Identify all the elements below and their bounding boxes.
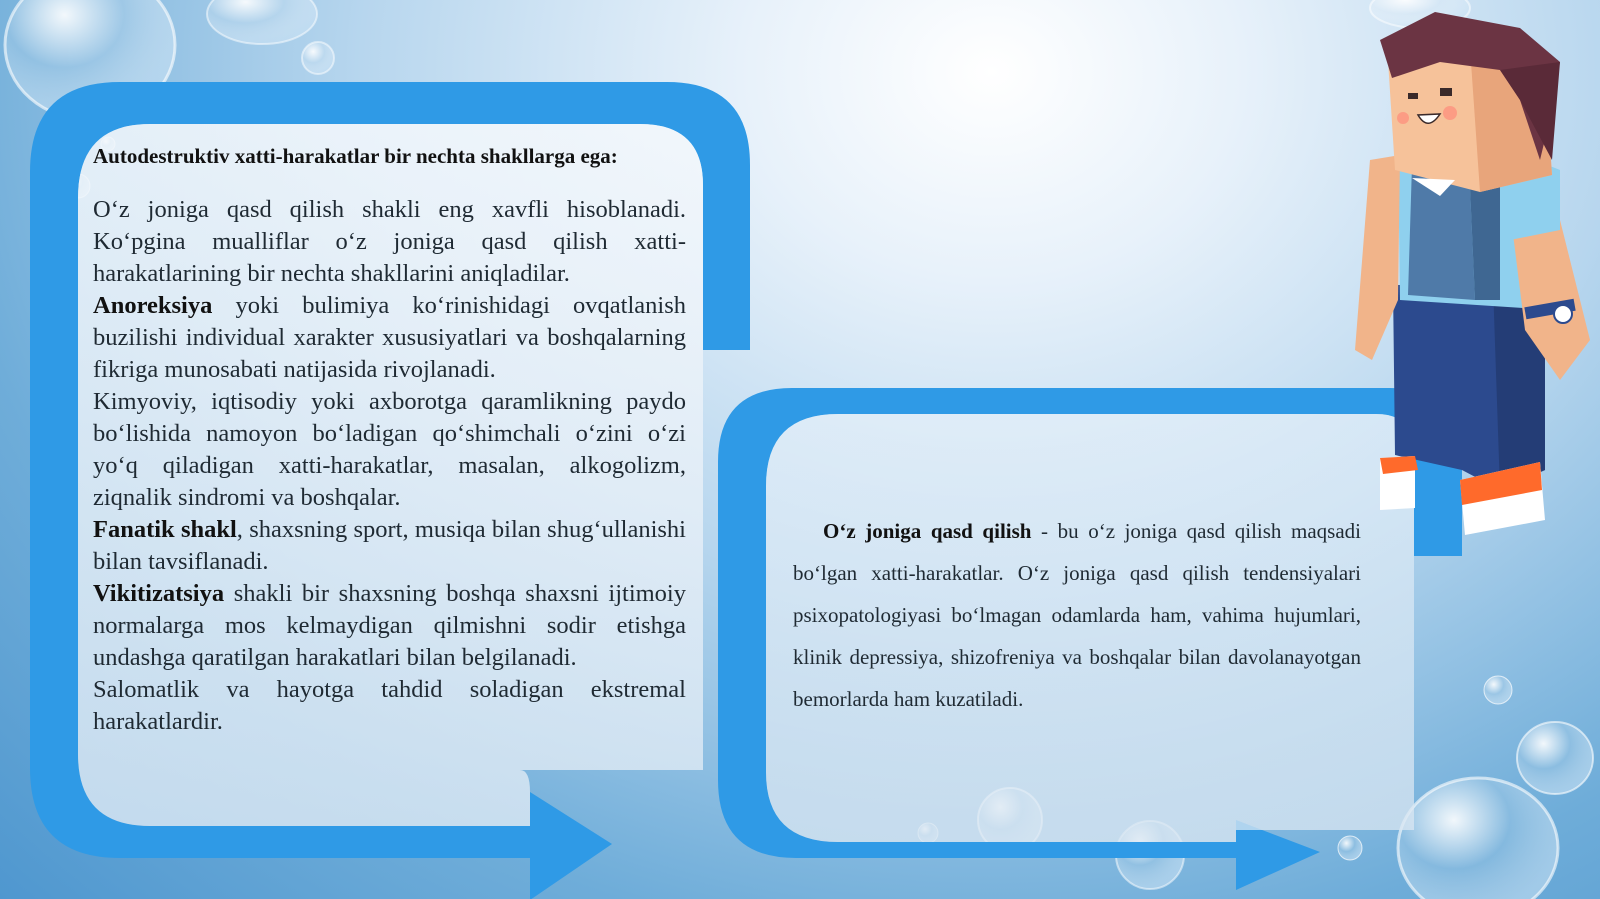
paragraph [93, 514, 686, 578]
paragraph-text: Kimyoviy, iqtisodiy yoki axborotga qaramlikning paydo bo‘lishida namoyon bo‘ladigan qo‘shimchali o‘zini o‘zi yo‘q qiladigan xatti-harakatlar, masalan, alkogolizm, ziqnalik sindromi va boshqalar. [93, 388, 686, 511]
paragraph-text: , shaxsning sport, musiqa bilan shug‘ullanishi bilan tavsiflanadi. [93, 516, 686, 575]
paragraph-text: yoki bulimiya ko‘rinishidagi ovqatlanish buzilishi individual xarakter xususiyatlari va boshqalarning fikriga munosabati natijasida rivojlanadi. [93, 292, 686, 383]
paragraph-text: O‘z joniga qasd qilish shakli eng xavfli hisoblanadi. Ko‘pgina mualliflar o‘z joniga qasd qilish xatti-harakatlarining bir nechta shakllarini aniqladilar. [93, 196, 686, 287]
paragraph-text: shakli bir shaxsning boshqa shaxsni ijtimoiy normalarga mos kelmaydigan qilmishni sodir etishga undashga qaratilgan harakatlari bilan belgilanadi. [93, 580, 686, 671]
paragraph [93, 578, 686, 674]
paragraph [93, 674, 686, 738]
paragraph [93, 290, 686, 386]
paragraph-bold: Vikitizatsiya [93, 580, 225, 607]
paragraph-text: Salomatlik va hayotga tahdid soladigan ekstremal harakatlardir. [93, 676, 686, 735]
definition-term: O‘z joniga qasd qilish [823, 519, 1032, 543]
left-text-panel [93, 140, 686, 738]
definition-text: - bu o‘z joniga qasd qilish maqsadi bo‘lgan xatti-harakatlar. O‘z joniga qasd qilish tendensiyalari psixopatologiyasi bo‘lmagan odamlarda ham, vahima hujumlari, klinik depressiya, shizofreniya va boshqalar bilan davolanayotgan bemorlarda ham kuzatiladi. [793, 519, 1361, 711]
paragraph-bold: Fanatik shakl [93, 516, 237, 543]
paragraph [93, 194, 686, 290]
paragraph [93, 386, 686, 514]
panel-title: Autodestruktiv xatti-harakatlar bir nechta shakllarga ega: [93, 144, 618, 168]
right-text-panel [793, 510, 1361, 720]
definition-paragraph [793, 510, 1361, 720]
paragraph-bold: Anoreksiya [93, 292, 213, 319]
